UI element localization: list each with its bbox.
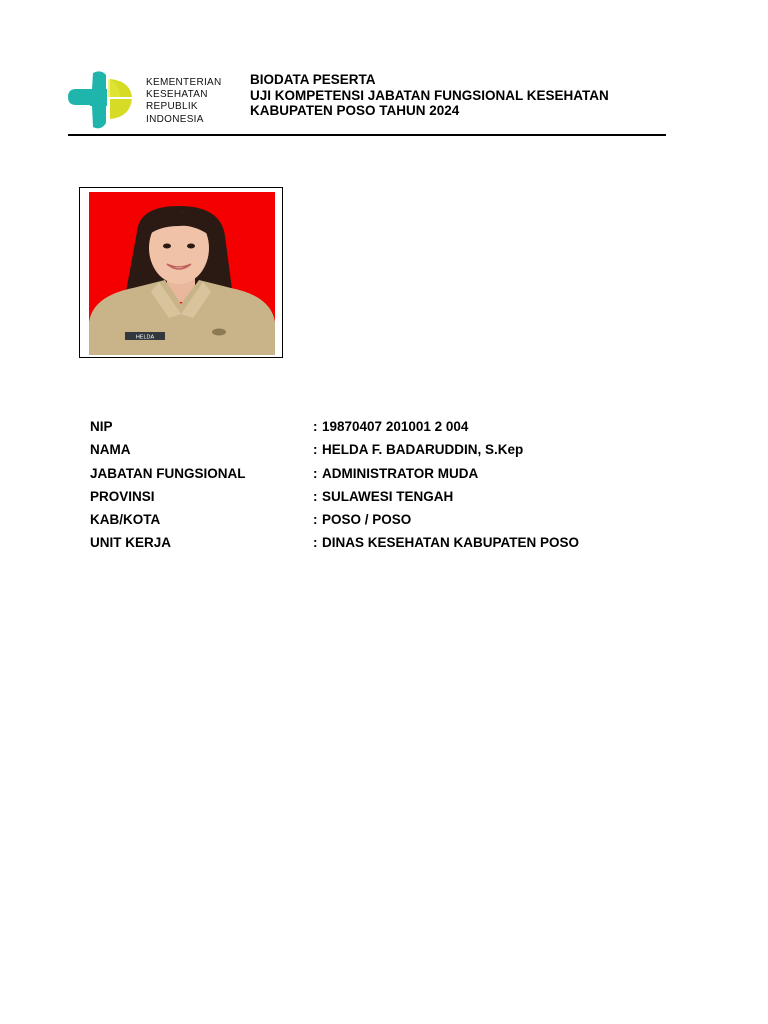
document-title (250, 72, 609, 119)
field-label: PROVINSI (90, 488, 155, 504)
field-value: POSO / POSO (322, 512, 412, 528)
participant-photo-frame (79, 187, 283, 358)
name-tag-text: HELDA (135, 334, 155, 341)
field-label: NIP (90, 419, 113, 434)
field-separator: : (313, 512, 318, 528)
ministry-line: KESEHATAN (146, 89, 208, 101)
field-row-nip (90, 419, 690, 442)
title-line: BIODATA PESERTA (250, 72, 376, 87)
field-row-kabkota (90, 512, 690, 535)
field-value: DINAS KESEHATAN KABUPATEN POSO (322, 535, 580, 551)
field-value: ADMINISTRATOR MUDA (322, 465, 479, 481)
field-label: KAB/KOTA (90, 512, 161, 528)
ministry-name (146, 77, 222, 126)
participant-photo (89, 192, 275, 355)
field-row-jabatan (90, 466, 690, 489)
field-label: NAMA (90, 442, 131, 458)
title-line: KABUPATEN POSO TAHUN 2024 (250, 103, 460, 118)
field-row-nama (90, 442, 690, 465)
field-value: SULAWESI TENGAH (322, 488, 454, 504)
field-label: UNIT KERJA (90, 535, 172, 551)
kemenkes-logo-icon (66, 69, 136, 131)
ministry-line: KEMENTERIAN (146, 77, 222, 88)
field-value: HELDA F. BADARUDDIN, S.Kep (322, 442, 524, 458)
participant-details (90, 419, 690, 559)
field-separator: : (313, 465, 318, 481)
field-label: JABATAN FUNGSIONAL (90, 465, 246, 481)
ministry-line: INDONESIA (146, 113, 204, 125)
field-separator: : (313, 535, 318, 551)
field-value: 19870407 201001 2 004 (322, 419, 469, 434)
title-line: UJI KOMPETENSI JABATAN FUNGSIONAL KESEHATAN (250, 87, 609, 103)
field-separator: : (313, 419, 318, 434)
ministry-line: REPUBLIK (146, 101, 198, 113)
field-row-unit-kerja (90, 535, 690, 558)
field-row-provinsi (90, 489, 690, 512)
field-separator: : (313, 488, 318, 504)
field-separator: : (313, 442, 318, 458)
header-divider (68, 134, 666, 136)
